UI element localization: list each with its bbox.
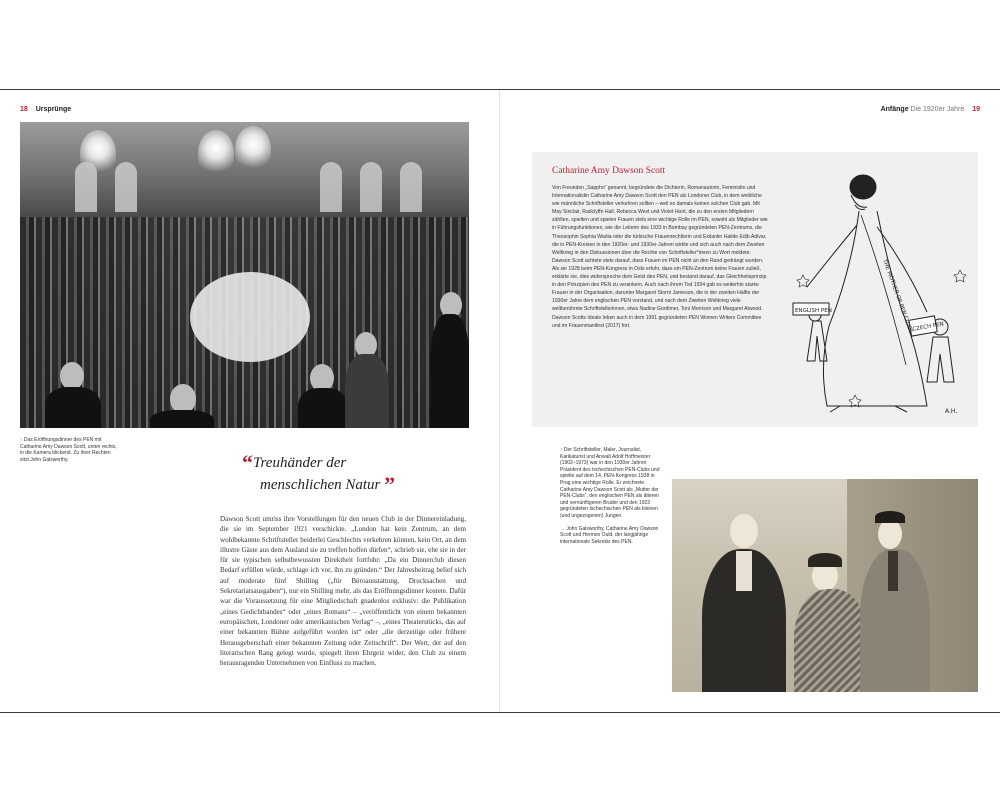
banquet-photo-caption (20, 437, 120, 463)
sketch-label-english-pen: ENGLISH PEN (795, 308, 832, 314)
caption-arrow-icon: ↑ (20, 437, 23, 443)
left-running-head: Ursprünge (35, 106, 72, 113)
portrait-caption-text: John Galsworthy, Catharine Amy Dawson Scott und Hermon Ould, der langjährige internationale Sekretär des PEN. (560, 525, 659, 545)
banquet-caption-text: Das Eröffnungsdinner des PEN mit Catharine Amy Dawson Scott, unten rechts, in die Kamera blickend. Zu ihrer Rechten sitzt John Galsworthy. (20, 437, 117, 463)
caption-arrow-icon: → (560, 525, 565, 532)
sketch-label-mother: THE MOTHER OF PEN CLUBS (881, 258, 914, 335)
right-folio (880, 106, 980, 113)
sketch-caption (560, 447, 665, 520)
hoffmeister-sketch (785, 165, 975, 420)
close-quote-mark: ” (384, 472, 396, 497)
left-page-number: 18 (20, 106, 28, 113)
page-bottom-edge (0, 712, 1000, 713)
sketch-captions (560, 447, 665, 545)
sidebar-box-text: Von Freunden „Sappho“ genannt, begründete die Dichterin, Romanautorin, Feministin und Internationalistin Catharine Amy Dawson Scott den PEN als Londoner Club, in dem weibliche wie männliche Schriftsteller verkehren sollten – weil es damals keinen solchen Club gab. Mit May Sinclair, Radclyffe Hall, Rebecca West und Violet Hunt, die zu den ersten Mitgliedern zählten, spielten und spielen Frauen stets eine wichtige Rolle im PEN, sowohl als Mitglieder wie in Führungsfunktionen, wie die Leiterin des 1933 in Bombay gegründeten PEN-Zentrums, die Theosophin Sophia Wadia oder die türkische Frauenrechtlerin und Exilantin Halide Edib Adivar, die in PEN-Kreisen in den 1920er- und 1930er-Jahren wirkte und sich auch nach dem Zweiten Weltkrieg in den Diskussionen über die Rechte von Schriftsteller*innen zu Wort meldete. Dawson Scott achtete stets darauf, dass Frauen im PEN nicht an den Rand gedrängt wurden. Als sie 1928 beim PEN-Kongress in Oslo erfuhr, dass ein PEN-Zentrum keine Frauen zuließ, erklärte sie, dies widerspreche dem Geist des PEN, und bestand darauf, das Gleichheitsprinzip in den Prinzipien des PEN zu verankern. Auch nach ihrem Tod 1934 gab es weiterhin starke Frauen in der Organisation, darunter Margaret Storm Jameson, die in der zweiten Hälfte der 1930er Jahre dem englischen PEN vorstand, und nach dem Zweiten Weltkrieg viele weltberühmte Schriftstellerinnen, etwa Nadine Gordimer, Toni Morrison und Margaret Atwood. Dawson Scotts Ideale leben auch in dem 1991 gegründeten PEN Women Writers Committee und im Frauenmanifest (2017) fort. (552, 185, 768, 329)
page-top-edge (0, 89, 1000, 90)
caption-arrow-icon: ↑ (560, 447, 563, 453)
left-folio (20, 106, 71, 113)
pull-quote (242, 452, 442, 496)
portrait-caption (560, 526, 665, 546)
banquet-photo (20, 122, 469, 428)
pull-quote-line1: Treuhänder der (253, 455, 347, 471)
sidebar-box-title: Catharine Amy Dawson Scott (552, 166, 666, 176)
sketch-label-czech-pen: CZECH PEN (911, 321, 945, 333)
left-body-text (220, 514, 466, 668)
sketch-signature: A.H. (945, 408, 958, 415)
pull-quote-line2: menschlichen Natur (260, 477, 381, 493)
portrait-photo (672, 479, 978, 692)
right-page-number: 19 (972, 106, 980, 113)
book-spine (499, 90, 500, 712)
right-running-subhead: Die 1920er Jahre (910, 106, 965, 113)
sketch-caption-text: Der Schriftsteller, Maler, Journalist, Karikaturist und Anwalt Adolf Hoffmeister (1902–1973) war in den 1930er Jahren Präsident des tschechischen PEN-Clubs und spielte auf dem 14. PEN-Kongress 1938 in Prag eine wichtige Rolle. Er zeichnete Catharine Amy Dawson Scott als „Mutter der PEN-Clubs“, den englischen PEN als älteren und vernünftigeren Bruder und den 1923 gegründeten tschechischen PEN als kleinen (und ungezogenen) Jungen. (560, 447, 660, 519)
open-quote-mark: “ (242, 450, 253, 475)
right-running-head: Anfänge (880, 106, 909, 113)
body-paragraph: Dawson Scott umriss ihre Vorstellungen für den neuen Club in der Dinnereinladung, die sie im September 1921 verschickte. „London hat kein Zentrum, an dem wohlbekannte Schriftsteller beiderlei Geschlechts verkehren können, kein Ort, an dem illustre Gäste aus dem Ausland sie zu treffen hoffen dürfen“, schrieb sie, ehe sie in der für sie typischen selbstbewussten Direktheit fortfuhr: „Da ein Dinnerclub diesen Bedarf erfüllen würde, schlage ich vor, ihn zu gründen.“ Der Jahresbeitrag belief sich auf moderate fünf Shilling („für Büroausstattung, Drucksachen und Sekretariatsausgaben“), nur ein Shilling mehr, als das Eröffnungsdinner kostete. Dafür war die Voraussetzung für eine Mitgliedschaft gnadenlos exklusiv: die Publikation „eines Gedichtbandes“ oder „eines Romans“ – „veröffentlicht von einem bekannten europäischen, Londoner oder amerikanischen Verlag“ –, „eines Theaterstücks, das auf einer bekannten Bühne aufgeführt worden ist“ oder „die derzeitige oder frühere Herausgeberschaft einer bekannten Zeitung oder Zeitschrift“. Der Wert, der auf den literarischen Rang gelegt wurde, spiegelt ihren Ehrgeiz wider, den Club zu einem herausragenden Unternehmen von Einfluss zu machen. (220, 515, 466, 668)
